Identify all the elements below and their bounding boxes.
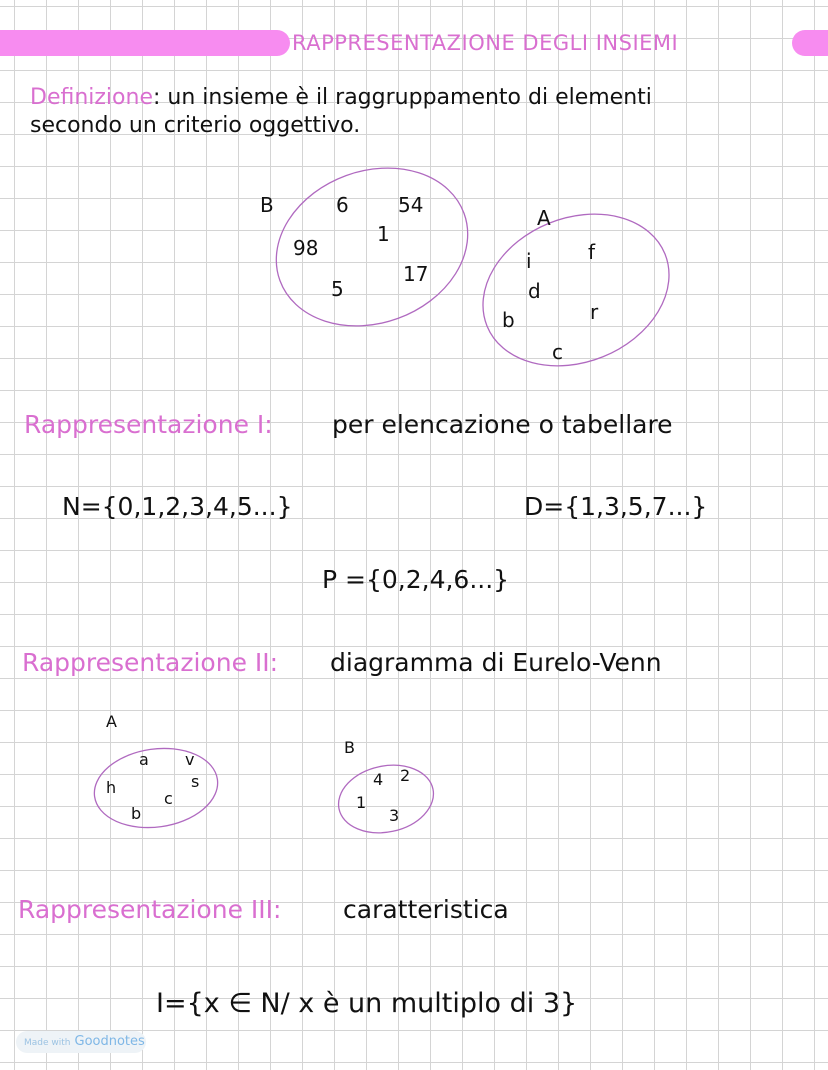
venn-set-a-element: h bbox=[106, 778, 117, 797]
venn-set-b-label: B bbox=[344, 738, 355, 757]
top-set-b-ellipse bbox=[254, 142, 490, 352]
section-2-text: diagramma di Eurelo-Venn bbox=[330, 648, 662, 677]
top-set-a-label: A bbox=[537, 206, 551, 230]
section-1-heading: Rappresentazione I: bbox=[24, 410, 273, 439]
formula-n: N={0,1,2,3,4,5...} bbox=[62, 492, 293, 521]
section-3-text: caratteristica bbox=[343, 895, 509, 924]
top-set-a-element: b bbox=[502, 308, 515, 332]
top-set-a-ellipse bbox=[460, 187, 692, 392]
top-set-b-element: 98 bbox=[293, 236, 319, 260]
top-set-b-element: 6 bbox=[336, 193, 349, 217]
section-1-text: per elencazione o tabellare bbox=[332, 410, 673, 439]
top-set-b-element: 17 bbox=[403, 262, 429, 286]
top-set-a-element: r bbox=[590, 300, 599, 324]
venn-set-b-element: 1 bbox=[356, 793, 367, 812]
top-set-a-element: i bbox=[526, 249, 532, 273]
watermark-prefix: Made with bbox=[24, 1038, 71, 1048]
formula-i: I={x ∈ N/ x è un multiplo di 3} bbox=[156, 988, 578, 1019]
top-set-a-element: f bbox=[588, 240, 596, 264]
page-title: RAPPRESENTAZIONE DEGLI INSIEMI bbox=[292, 31, 679, 55]
section-2-heading: Rappresentazione II: bbox=[22, 648, 279, 677]
formula-p: P ={0,2,4,6...} bbox=[322, 565, 510, 594]
venn-set-a-element: b bbox=[131, 804, 142, 823]
top-set-a-element: d bbox=[528, 279, 541, 303]
section-3-heading: Rappresentazione III: bbox=[18, 895, 282, 924]
venn-set-b-element: 4 bbox=[373, 770, 384, 789]
venn-set-b-element: 3 bbox=[389, 806, 400, 825]
top-set-b-label: B bbox=[260, 193, 274, 217]
venn-set-a-label: A bbox=[106, 712, 117, 731]
definition-term: Definizione bbox=[30, 85, 153, 110]
venn-set-b-element: 2 bbox=[400, 766, 411, 785]
venn-set-a-element: a bbox=[139, 750, 149, 769]
goodnotes-watermark bbox=[16, 1031, 146, 1053]
definition-line-2: secondo un criterio oggettivo. bbox=[30, 113, 361, 138]
top-set-a-element: c bbox=[552, 340, 563, 364]
venn-set-a-element: s bbox=[191, 772, 200, 791]
watermark-brand: Goodnotes bbox=[74, 1034, 145, 1049]
top-set-b-element: 54 bbox=[398, 193, 424, 217]
top-set-b-element: 1 bbox=[377, 222, 390, 246]
formula-d: D={1,3,5,7...} bbox=[524, 492, 708, 521]
venn-set-b-ellipse bbox=[332, 757, 440, 842]
venn-set-a-element: c bbox=[164, 789, 173, 808]
venn-set-a-element: v bbox=[185, 750, 195, 769]
top-set-b-element: 5 bbox=[331, 277, 344, 301]
definition-text-1: : un insieme è il raggruppamento di elementi bbox=[153, 85, 652, 110]
